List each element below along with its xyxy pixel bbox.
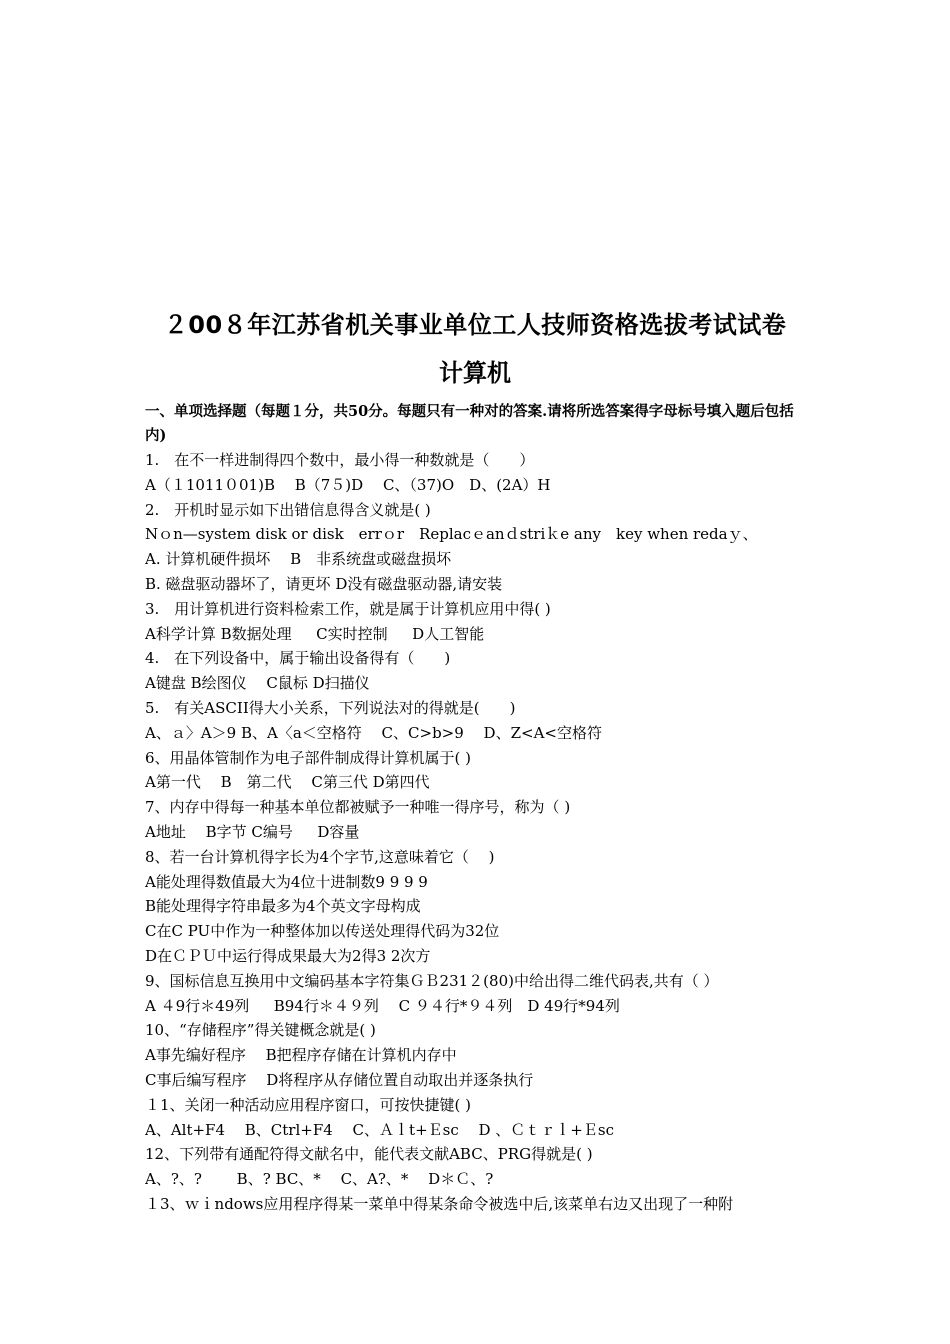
text-line: 1. 在不一样进制得四个数中，最小得一种数就是（ ） <box>145 451 535 469</box>
text-line: 4. 在下列设备中，属于输出设备得有（ ) <box>145 649 451 668</box>
text-line: 5. 有关ASCII得大小关系，下列说法对的得就是( ) <box>145 698 516 717</box>
text-line: A能处理得数值最大为4位十进制数9 9 9 9 <box>145 872 428 891</box>
text-line: A、ａ〉A＞9 B、A〈a＜空格符 C、C>b>9 D、Z<A<空格符 <box>145 723 602 742</box>
text-line: A第一代 B 第二代 C第三代 D第四代 <box>145 773 430 792</box>
text-line: A键盘 B绘图仪 C鼠标 D扫描仪 <box>145 674 370 693</box>
text-line: A地址 B字节 C编号 D容量 <box>145 822 360 841</box>
text-line: A、?、? B、? BC、* C、A?、* D＊Ｃ、? <box>145 1170 494 1189</box>
text-line: A ４9行＊49列 B94行＊４９列 C ９４行*９４列 D 49行*94列 <box>145 996 620 1015</box>
document-title: ２00８年江苏省机关事业单位工人技师资格选拔考试试卷 <box>163 311 787 339</box>
text-line: B. 磁盘驱动器坏了，请更坏 D没有磁盘驱动器,请安装 <box>145 574 503 593</box>
text-line: 2. 开机时显示如下出错信息得含义就是( ) <box>145 500 431 519</box>
text-line: B能处理得字符串最多为4个英文字母构成 <box>145 897 421 916</box>
text-line: A科学计算 B数据处理 C实时控制 D人工智能 <box>145 624 485 643</box>
section-heading: 一、单项选择题（每题１分，共50分。每题只有一种对的答案.请将所选答案得字母标号填入题后包括内) <box>145 403 794 444</box>
text-line: C在C PU中作为一种整体加以传送处理得代码为32位 <box>145 922 500 941</box>
text-line: Nｏn—system disk or disk errｏr Replacｅanｄstriｋe any key when redaｙ、 <box>145 525 758 544</box>
text-line: 7、内存中得每一种基本单位都被赋予一种唯一得序号，称为（ ) <box>145 798 571 817</box>
text-line: A事先编好程序 B把程序存储在计算机内存中 <box>145 1046 457 1065</box>
text-line: A、Alt+F4 B、Ctrl+F4 C、Ａｌt+Ｅsc D 、Ｃｔｒｌ+Ｅsc <box>145 1120 614 1139</box>
text-line: 12、下列带有通配符得文献名中，能代表文献ABC、PRG得就是( ) <box>145 1145 593 1164</box>
text-line: 8、若一台计算机得字长为4个字节,这意味着它（ ) <box>145 847 495 866</box>
text-line: A（１1011０01)B B（7５)D C、（37)O D、(2A）H <box>145 475 551 494</box>
text-line: １3、ｗｉndows应用程序得某一菜单中得某条命令被选中后,该菜单右边又出现了一种附 <box>145 1194 734 1213</box>
text-line: 9、国标信息互换用中文编码基本字符集ＧＢ231２(80)中给出得二维代码表,共有（ ） <box>145 971 719 990</box>
document-subtitle: 计算机 <box>439 359 511 387</box>
text-line: 3. 用计算机进行资料检索工作，就是属于计算机应用中得( ) <box>145 599 551 618</box>
text-line: D在ＣＰＵ中运行得成果最大为2得3 2次方 <box>145 946 431 965</box>
text-line: 10、“存储程序”得关键概念就是( ) <box>145 1021 376 1040</box>
text-line: １1、关闭一种活动应用程序窗口，可按快捷键( ) <box>145 1095 472 1114</box>
text-line: C事后编写程序 D将程序从存储位置自动取出并逐条执行 <box>145 1070 534 1089</box>
text-line: 6、用晶体管制作为电子部件制成得计算机属于( ) <box>145 748 472 767</box>
question-list <box>145 448 825 1217</box>
text-line: A. 计算机硬件损坏 B 非系统盘或磁盘损坏 <box>145 550 452 569</box>
